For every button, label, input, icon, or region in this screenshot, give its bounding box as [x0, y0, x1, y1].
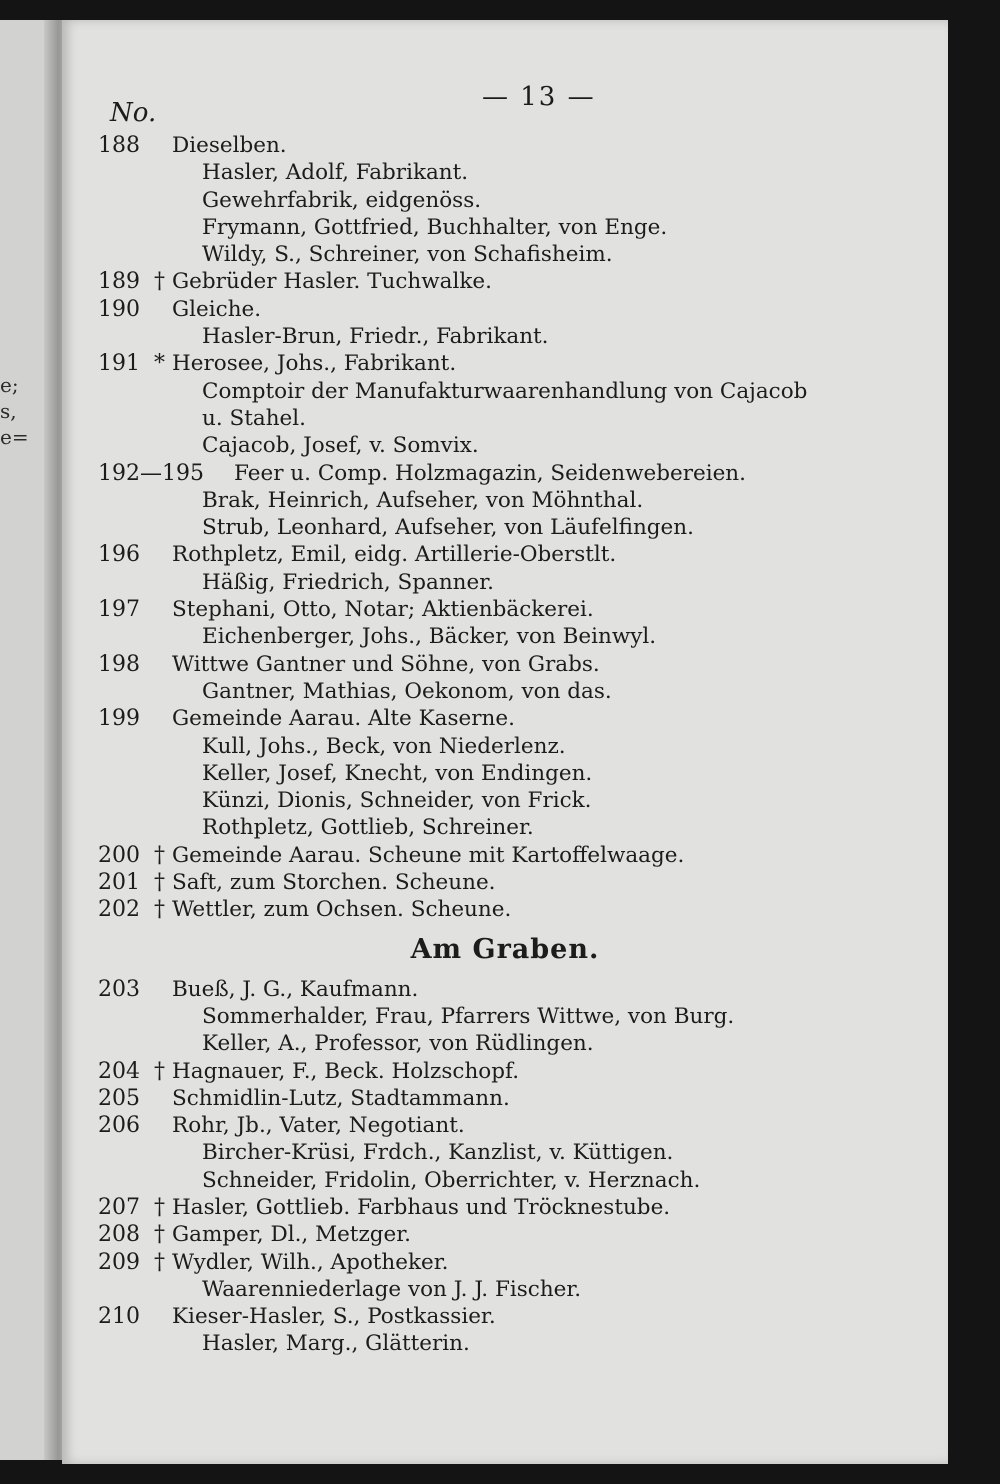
list-item [62, 869, 948, 896]
list-item [62, 1276, 948, 1303]
house-number: 189 [98, 269, 140, 295]
house-number: 202 [98, 897, 140, 923]
list-item [62, 623, 948, 650]
entry-text: Wettler, zum Ochsen. Scheune. [172, 897, 512, 923]
entry-text: Rothpletz, Gottlieb, Schreiner. [202, 815, 534, 841]
list-item [62, 460, 948, 487]
previous-page-fragments [0, 372, 30, 450]
entry-text: Gemeinde Aarau. Alte Kaserne. [172, 706, 515, 732]
list-item [62, 350, 948, 377]
list-item [62, 1303, 948, 1330]
list-item [62, 1167, 948, 1194]
entry-text: Keller, Josef, Knecht, von Endingen. [202, 760, 593, 786]
list-item [62, 787, 948, 814]
list-item [62, 760, 948, 787]
entry-text: Brak, Heinrich, Aufseher, von Möhnthal. [202, 487, 644, 513]
entry-text: Hasler, Marg., Glätterin. [202, 1331, 470, 1357]
entry-text: Gantner, Mathias, Oekonom, von das. [202, 678, 612, 704]
list-item [62, 296, 948, 323]
list-item [62, 405, 948, 432]
entry-text: Gamper, Dl., Metzger. [172, 1222, 412, 1248]
entry-text: Schmidlin-Lutz, Stadtammann. [172, 1085, 510, 1111]
entry-mark: † [154, 897, 165, 923]
house-number: 204 [98, 1058, 140, 1084]
entry-text: Hagnauer, F., Beck. Holzschopf. [172, 1058, 520, 1084]
entry-text: Frymann, Gottfried, Buchhalter, von Enge. [202, 214, 668, 240]
list-item [62, 842, 948, 869]
house-number: 197 [98, 597, 140, 623]
house-number: 207 [98, 1194, 140, 1220]
entry-text: Feer u. Comp. Holzmagazin, Seidenwebereien. [234, 460, 746, 486]
house-number: 196 [98, 542, 140, 568]
list-item [62, 569, 948, 596]
entry-text: Rothpletz, Emil, eidg. Artillerie-Oberstlt. [172, 542, 617, 568]
entry-text: Hasler, Gottlieb. Farbhaus und Tröcknestube. [172, 1194, 671, 1220]
entry-text: Waarenniederlage von J. J. Fischer. [202, 1276, 582, 1302]
house-number: 199 [98, 706, 140, 732]
entry-text: Hasler-Brun, Friedr., Fabrikant. [202, 324, 549, 350]
list-item [62, 323, 948, 350]
entry-text: Gleiche. [172, 296, 262, 322]
fragment-text: e= [0, 425, 29, 449]
entries-top [62, 132, 948, 924]
list-item [62, 159, 948, 186]
entry-text: Cajacob, Josef, v. Somvix. [202, 433, 479, 459]
entry-text: Keller, A., Professor, von Rüdlingen. [202, 1031, 594, 1057]
list-item [62, 1030, 948, 1057]
entry-text: Gemeinde Aarau. Scheune mit Kartoffelwaage. [172, 842, 685, 868]
house-number: 198 [98, 651, 140, 677]
entry-text: Saft, zum Storchen. Scheune. [172, 870, 496, 896]
list-item [62, 733, 948, 760]
entry-mark: † [154, 870, 165, 896]
list-item [62, 1249, 948, 1276]
list-item [62, 432, 948, 459]
list-item [62, 1003, 948, 1030]
entry-text: Sommerhalder, Frau, Pfarrers Wittwe, von Burg. [202, 1003, 735, 1029]
list-item [62, 678, 948, 705]
page [62, 20, 948, 1464]
entry-mark: † [154, 842, 165, 868]
entry-mark: * [154, 351, 165, 377]
list-item [62, 132, 948, 159]
entry-text: Stephani, Otto, Notar; Aktienbäckerei. [172, 597, 594, 623]
list-item [62, 976, 948, 1003]
list-item [62, 814, 948, 841]
list-item [62, 268, 948, 295]
list-item [62, 1058, 948, 1085]
list-item [62, 896, 948, 923]
entry-text: Künzi, Dionis, Schneider, von Frick. [202, 788, 592, 814]
house-number: 200 [98, 842, 140, 868]
list-item [62, 651, 948, 678]
house-number: 191 [98, 351, 140, 377]
section-heading-row [62, 924, 948, 976]
list-item [62, 378, 948, 405]
entry-text: Rohr, Jb., Vater, Negotiant. [172, 1113, 465, 1139]
list-item [62, 1139, 948, 1166]
list-item [62, 187, 948, 214]
entry-text: Comptoir der Manufakturwaarenhandlung von Cajacob [202, 378, 808, 404]
list-item [62, 514, 948, 541]
house-number: 210 [98, 1304, 140, 1330]
list-item [62, 487, 948, 514]
entry-text: Wittwe Gantner und Söhne, von Grabs. [172, 651, 600, 677]
entry-text: Schneider, Fridolin, Oberrichter, v. Herznach. [202, 1167, 701, 1193]
number-column-label: No. [110, 98, 157, 128]
list-item [62, 241, 948, 268]
fragment-text: e; [0, 373, 19, 397]
entry-text: Herosee, Johs., Fabrikant. [172, 351, 457, 377]
house-number: 190 [98, 296, 140, 322]
house-number: 208 [98, 1222, 140, 1248]
entry-text: Bueß, J. G., Kaufmann. [172, 976, 419, 1002]
entry-text: Dieselben. [172, 133, 287, 158]
house-number: 209 [98, 1249, 140, 1275]
entry-text: u. Stahel. [202, 405, 306, 431]
entry-text: Bircher-Krüsi, Frdch., Kanzlist, v. Küttigen. [202, 1140, 674, 1166]
entries-bottom [62, 976, 948, 1358]
directory-list [62, 132, 948, 1358]
page-number: — 13 — [482, 82, 596, 112]
entry-text: Hasler, Adolf, Fabrikant. [202, 160, 469, 186]
list-item [62, 1330, 948, 1357]
house-number: 192—195 [98, 460, 204, 486]
entry-text: Kieser-Hasler, S., Postkassier. [172, 1304, 496, 1330]
house-number: 201 [98, 870, 140, 896]
entry-mark: † [154, 1222, 165, 1248]
entry-mark: † [154, 1249, 165, 1275]
list-item [62, 214, 948, 241]
list-item [62, 705, 948, 732]
house-number: 205 [98, 1085, 140, 1111]
entry-mark: † [154, 1194, 165, 1220]
fragment-text: s, [0, 399, 17, 423]
list-item [62, 1085, 948, 1112]
list-item [62, 1112, 948, 1139]
entry-text: Eichenberger, Johs., Bäcker, von Beinwyl. [202, 624, 657, 650]
entry-mark: † [154, 269, 165, 295]
house-number: 206 [98, 1113, 140, 1139]
entry-text: Strub, Leonhard, Aufseher, von Läufelfingen. [202, 515, 694, 541]
entry-text: Wydler, Wilh., Apotheker. [172, 1249, 449, 1275]
list-item [62, 1194, 948, 1221]
entry-text: Kull, Johs., Beck, von Niederlenz. [202, 733, 566, 759]
entry-text: Gebrüder Hasler. Tuchwalke. [172, 269, 492, 295]
house-number: 188 [98, 133, 140, 158]
entry-text: Häßig, Friedrich, Spanner. [202, 569, 494, 595]
list-item [62, 1221, 948, 1248]
list-item [62, 596, 948, 623]
entry-mark: † [154, 1058, 165, 1084]
entry-text: Wildy, S., Schreiner, von Schafisheim. [202, 242, 613, 268]
list-item [62, 541, 948, 568]
entry-text: Gewehrfabrik, eidgenöss. [202, 187, 482, 213]
house-number: 203 [98, 976, 140, 1002]
section-heading: Am Graben. [410, 933, 600, 965]
